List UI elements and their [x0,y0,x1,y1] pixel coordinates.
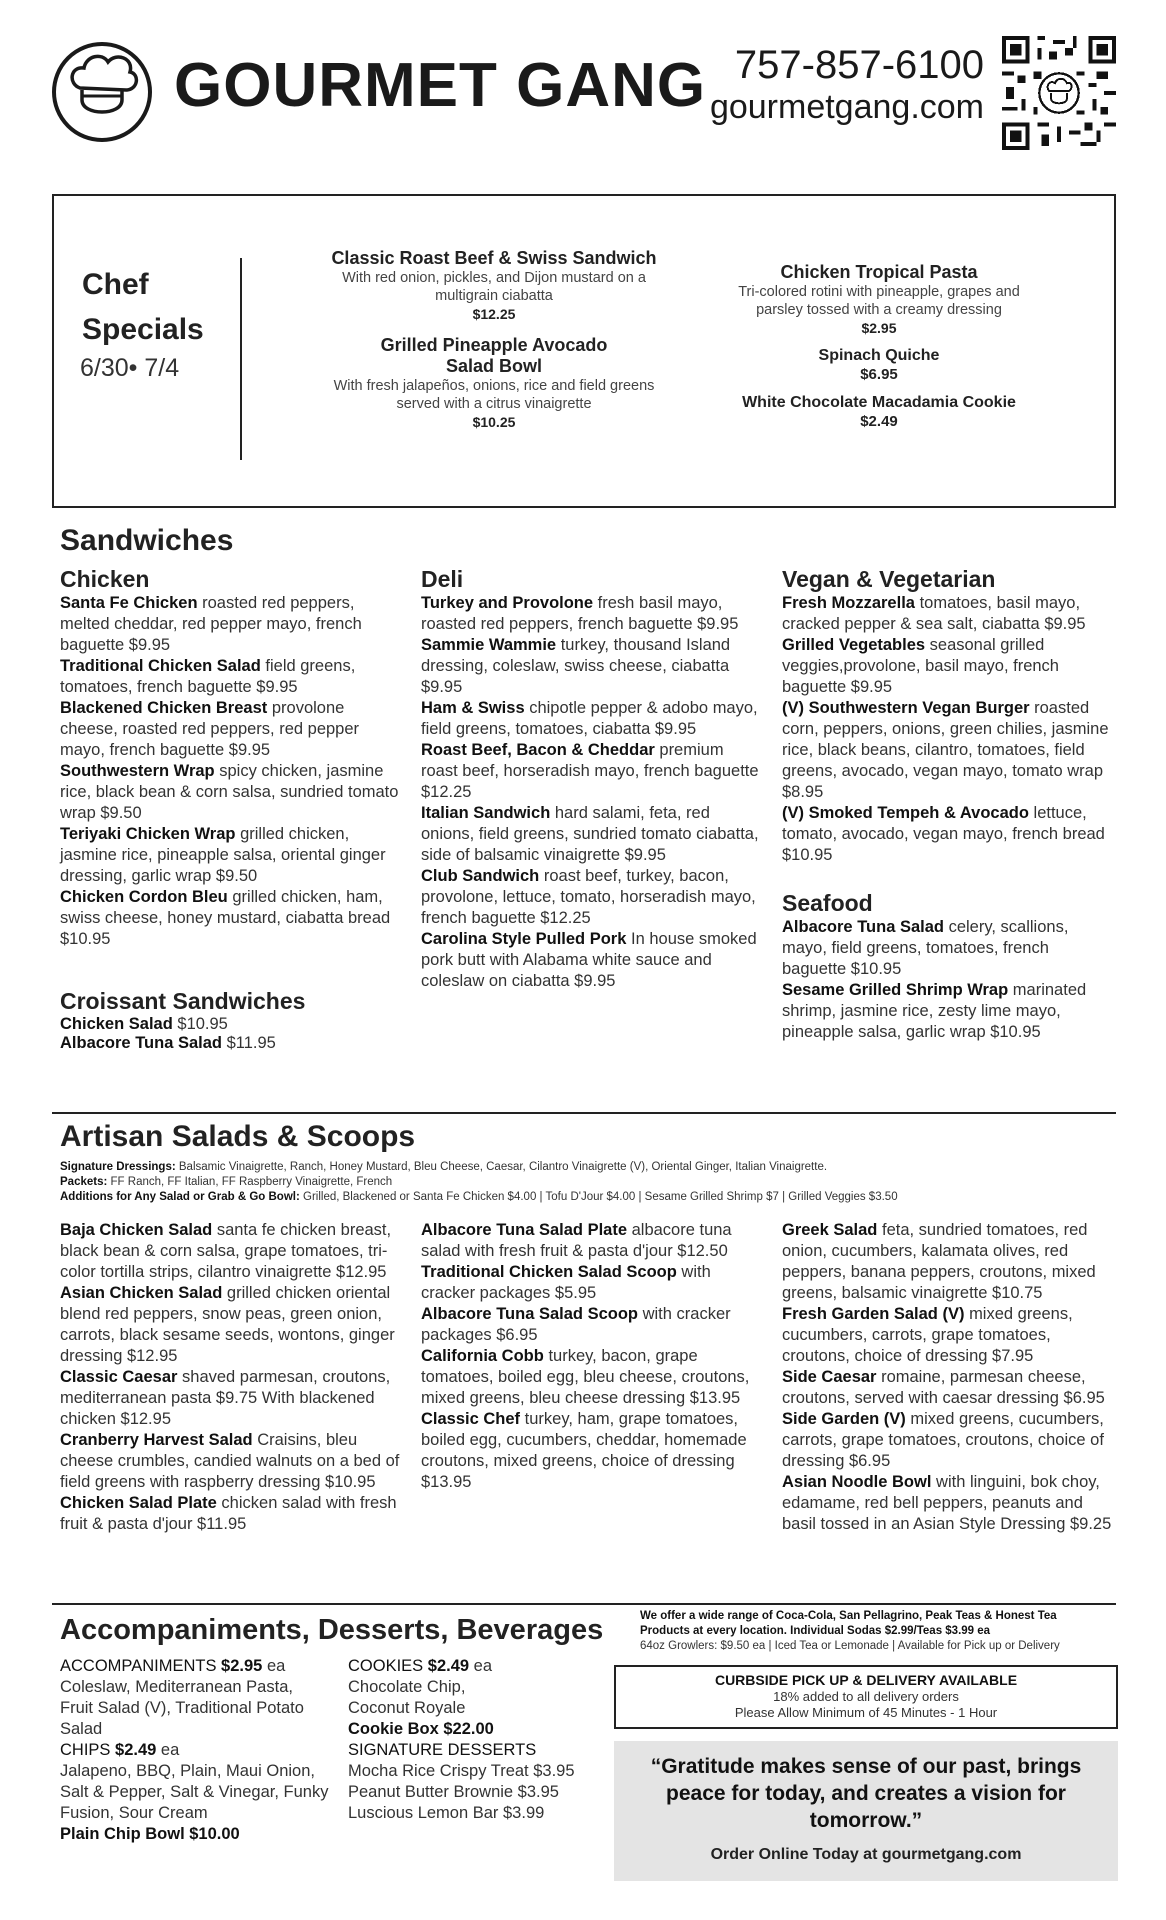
website-link[interactable]: gourmetgang.com [709,88,984,126]
curbside-title: CURBSIDE PICK UP & DELIVERY AVAILABLE [714,1672,1018,1688]
salads-col2 [421,1220,761,1493]
item-name: Ham & Swiss [421,699,525,717]
item-name: Cranberry Harvest Salad [60,1431,253,1449]
item-desc: romaine, parmesan cheese, croutons, served with caesar dressing $6.95 [782,1368,1105,1407]
section-divider [52,1112,1116,1114]
item-name: Santa Fe Chicken [60,594,198,612]
menu-item [782,1409,1116,1472]
item-name: Southwestern Wrap [60,762,215,780]
item-desc: hard salami, feta, red onions, field greens, sundried tomato ciabatta, side of balsamic vinaigrette $9.95 [421,804,759,864]
item-name: Chicken Cordon Bleu [60,888,228,906]
cookie-box-price: $22.00 [443,1720,494,1738]
item-desc: grilled chicken oriental blend red peppers, snow peas, green onion, carrots, black sesame seeds, wontons, ginger dressing $12.95 [60,1284,395,1365]
acc-label: ACCOMPANIMENTS [60,1657,217,1675]
menu-item [60,1015,400,1034]
sandwiches-title: Sandwiches [60,524,234,557]
item-desc: $11.95 [226,1034,276,1052]
item-name: Sammie Wammie [421,636,557,654]
dessert-item: Mocha Rice Crispy Treat $3.95 [348,1762,575,1780]
item-desc: field greens, tomatoes, french baguette $9.95 [60,657,356,696]
item-name: Turkey and Provolone [421,594,594,612]
menu-item [421,593,761,635]
chef-specials-dates: 6/30• 7/4 [80,354,180,382]
menu-item [782,803,1116,866]
item-desc: fresh basil mayo, roasted red peppers, french baguette $9.95 [421,594,739,633]
menu-item [782,635,1116,698]
cookies-label: COOKIES [348,1657,424,1675]
menu-item [60,761,400,824]
item-desc: provolone cheese, roasted red peppers, red pepper mayo, french baguette $9.95 [60,699,360,759]
menu-item [421,1409,761,1493]
additions-note [60,1190,898,1205]
beverages-note [640,1609,1120,1654]
item-desc: with linguini, bok choy, edamame, red bell peppers, peanuts and basil tossed in an Asian Style Dressing $9.25 [782,1473,1112,1533]
beverage-line: 64oz Growlers: $9.50 ea | Iced Tea or Lemonade | Available for Pick up or Delivery [640,1640,1060,1652]
item-desc: albacore tuna salad with fresh fruit & pasta d'jour $12.50 [421,1221,732,1260]
menu-item [60,1220,400,1283]
item-desc: shaved parmesan, croutons, mediterranean pasta $9.75 With blackened chicken $12.95 [60,1368,391,1428]
chef-specials-title-line1: Chef [82,268,149,301]
menu-item [421,698,761,740]
item-desc: seasonal grilled veggies,provolone, basil mayo, french baguette $9.95 [782,636,1059,696]
chips-label: CHIPS [60,1741,111,1759]
menu-item [421,635,761,698]
note-text: Grilled, Blackened or Santa Fe Chicken $4.00 | Tofu D'Jour $4.00 | Sesame Grilled Shrimp $7 | Grilled Veggies $3.50 [303,1191,898,1203]
dressings-note [60,1160,898,1175]
item-name: (V) Smoked Tempeh & Avocado [782,804,1029,822]
phone-number[interactable]: 757-857-6100 [734,43,984,87]
item-desc: chipotle pepper & adobo mayo, field greens, tomatoes, ciabatta $9.95 [421,699,758,738]
note-label: Additions for Any Salad or Grab & Go Bowl: [60,1191,300,1203]
item-name: Fresh Mozzarella [782,594,915,612]
item-desc: In house smoked pork butt with Alabama white sauce and coleslaw on ciabatta $9.95 [421,930,757,990]
specials-column-2 [714,262,1044,443]
cookie-item: Coconut Royale [348,1699,466,1717]
note-label: Signature Dressings: [60,1161,176,1173]
seafood-title: Seafood [782,890,873,916]
note-text: Balsamic Vinaigrette, Ranch, Honey Mustard, Bleu Cheese, Caesar, Cilantro Vinaigrette (V), Oriental Ginger, Italian Vinaigrette. [178,1161,828,1173]
item-name: Grilled Vegetables [782,636,926,654]
item-name: Baja Chicken Salad [60,1221,213,1239]
contact-info [710,42,984,126]
item-name: Carolina Style Pulled Pork [421,930,627,948]
item-desc: tomatoes, basil mayo, cracked pepper & sea salt, ciabatta $9.95 [782,594,1086,633]
menu-item [782,1220,1116,1304]
menu-item [421,1262,761,1304]
item-desc: marinated shrimp, jasmine rice, zesty lime mayo, pineapple salsa, garlic wrap $10.95 [782,981,1087,1041]
menu-item [60,824,400,887]
item-desc: mixed greens, cucumbers, carrots, grape tomatoes, croutons, choice of dressing $6.95 [782,1410,1104,1470]
menu-item [60,656,400,698]
curbside-box [614,1665,1118,1729]
croissant-title: Croissant Sandwiches [60,988,306,1014]
special-name: White Chocolate Macadamia Cookie [742,394,1016,411]
accompaniments-title: Accompaniments, Desserts, Beverages [60,1614,604,1646]
menu-item [60,887,400,950]
item-name: Roast Beef, Bacon & Cheddar [421,741,655,759]
item-name: Teriyaki Chicken Wrap [60,825,236,843]
item-name: Chicken Salad [60,1015,173,1033]
acc-unit: ea [266,1657,286,1675]
menu-item [782,917,1116,980]
item-desc: turkey, ham, grape tomatoes, boiled egg, cucumbers, cheddar, homemade croutons, mixed greens, choice of dressing $13.95 [421,1410,747,1491]
special-desc: Tri-colored rotini with pineapple, grapes and parsley tossed with a creamy dressing [738,284,1020,318]
item-name: Albacore Tuna Salad Scoop [421,1305,638,1323]
menu-item [782,1367,1116,1409]
menu-item [60,1430,400,1493]
item-name: Club Sandwich [421,867,540,885]
item-name: Albacore Tuna Salad [782,918,944,936]
menu-item [782,1304,1116,1367]
chips-heading [60,1740,330,1761]
item-name: Albacore Tuna Salad [60,1034,222,1052]
item-desc: grilled chicken, jasmine rice, pineapple salsa, oriental ginger dressing, garlic wrap $9.50 [60,825,386,885]
special-name: Grilled Pineapple Avocado Salad Bowl [380,335,608,376]
item-name: Sesame Grilled Shrimp Wrap [782,981,1009,999]
item-desc: feta, sundried tomatoes, red onion, cucumbers, kalamata olives, red peppers, banana peppers, croutons, mixed greens, balsamic vinaigrette $10.75 [782,1221,1096,1302]
curbside-line: Please Allow Minimum of 45 Minutes - 1 Hour [734,1705,998,1720]
item-name: Chicken Salad Plate [60,1494,217,1512]
special-price: $10.25 [472,414,516,430]
item-desc: lettuce, tomato, avocado, vegan mayo, french bread $10.95 [782,804,1105,864]
deli-title: Deli [421,566,464,592]
item-name: Classic Caesar [60,1368,178,1386]
salads-col1 [60,1220,400,1535]
item-name: Classic Chef [421,1410,521,1428]
divider [240,258,242,460]
special-desc: With red onion, pickles, and Dijon mustard on a multigrain ciabatta [342,270,646,304]
chef-specials-box [52,194,1116,508]
item-desc: celery, scallions, mayo, field greens, tomatoes, french baguette $10.95 [782,918,1069,978]
menu-item [421,1304,761,1346]
dessert-item: Peanut Butter Brownie $3.95 [348,1783,559,1801]
item-name: Fresh Garden Salad (V) [782,1305,965,1323]
seafood-list [782,917,1116,1043]
item-desc: spicy chicken, jasmine rice, black bean & corn salsa, sundried tomato wrap $9.50 [60,762,399,822]
menu-item [60,1493,400,1535]
special-price: $6.95 [860,366,898,383]
note-label: Packets: [60,1176,108,1188]
item-desc: with cracker packages $6.95 [421,1305,731,1344]
item-name: Side Caesar [782,1368,877,1386]
item-name: (V) Southwestern Vegan Burger [782,699,1030,717]
special-name: Chicken Tropical Pasta [780,262,978,282]
item-desc: roasted red peppers, melted cheddar, red pepper mayo, french baguette $9.95 [60,594,362,654]
cookies-unit: ea [473,1657,493,1675]
qr-code-icon[interactable] [1002,36,1116,150]
item-desc: premium roast beef, horseradish mayo, french baguette $12.25 [421,741,759,801]
special-name: Classic Roast Beef & Swiss Sandwich [331,248,657,268]
menu-item [421,803,761,866]
cookies-price: $2.49 [427,1657,470,1675]
special-price: $12.25 [472,306,516,322]
chicken-title: Chicken [60,566,150,592]
cookies-heading [348,1656,608,1677]
cookies-desserts-list [348,1656,608,1824]
item-desc: chicken salad with fresh fruit & pasta d'jour $11.95 [60,1494,397,1533]
chef-specials-title-line2: Specials [82,313,204,346]
cookie-item: Chocolate Chip, [348,1678,466,1696]
cookie-box [348,1719,608,1740]
item-name: Traditional Chicken Salad Scoop [421,1263,677,1281]
item-desc: grilled chicken, ham, swiss cheese, honey mustard, ciabatta bread $10.95 [60,888,391,948]
item-desc: Craisins, bleu cheese crumbles, candied walnuts on a bed of field greens with raspberry dressing $10.95 [60,1431,400,1491]
salads-title: Artisan Salads & Scoops [60,1120,416,1153]
special-desc: With fresh jalapeños, onions, rice and field greens served with a citrus vinaigrette [333,378,655,412]
item-desc: turkey, thousand Island dressing, coleslaw, swiss cheese, ciabatta $9.95 [421,636,731,696]
curbside-line: 18% added to all delivery orders [773,1689,959,1704]
chips-unit: ea [160,1741,180,1759]
item-name: Traditional Chicken Salad [60,657,261,675]
menu-item [782,698,1116,803]
item-name: Italian Sandwich [421,804,551,822]
menu-item [421,1220,761,1262]
menu-item [782,1472,1116,1535]
item-desc: mixed greens, cucumbers, carrots, grape tomatoes, croutons, choice of dressing $7.95 [782,1305,1073,1365]
brand-name: GOURMET GANG [174,51,707,120]
accompaniments-heading [60,1656,330,1677]
item-name: Side Garden (V) [782,1410,906,1428]
order-online-link[interactable]: Order Online Today at gourmetgang.com [710,1846,1022,1863]
cookie-box-label: Cookie Box [348,1720,439,1738]
special-price: $2.49 [860,413,898,430]
item-desc: $10.95 [177,1015,228,1033]
menu-item [421,1346,761,1409]
menu-item [421,740,761,803]
menu-item [60,593,400,656]
item-desc: with cracker packages $5.95 [421,1263,711,1302]
chip-bowl: Plain Chip Bowl $10.00 [60,1825,240,1843]
quote-text: “Gratitude makes sense of our past, brings peace for today, and creates a vision for tomorrow.” [650,1755,1082,1832]
item-name: Greek Salad [782,1221,878,1239]
vegan-list [782,593,1116,866]
item-desc: roast beef, turkey, bacon, provolone, lettuce, tomato, horseradish mayo, french baguette $12.25 [421,867,756,927]
menu-item [60,1367,400,1430]
chef-specials-title [82,262,204,352]
deli-list [421,593,761,992]
menu-item [60,698,400,761]
chicken-list [60,593,400,950]
menu-item [782,980,1116,1043]
desserts-label: SIGNATURE DESSERTS [348,1741,537,1759]
special-price: $2.95 [861,320,897,336]
item-desc: roasted corn, peppers, onions, green chilies, jasmine rice, black beans, cilantro, tomatoes, field greens, avocado, vegan mayo, tomato wrap $8.95 [782,699,1109,801]
chips-items: Jalapeno, BBQ, Plain, Maui Onion, Salt & Pepper, Salt & Vinegar, Funky Fusion, Sour Cream [60,1762,329,1822]
item-name: California Cobb [421,1347,544,1365]
item-name: Asian Chicken Salad [60,1284,223,1302]
specials-column-1 [324,248,664,443]
chips-price: $2.49 [115,1741,157,1759]
quote-box [614,1741,1118,1881]
salad-notes [60,1160,898,1205]
beverage-line: We offer a wide range of Coca-Cola, San Pellagrino, Peak Teas & Honest Tea [640,1610,1057,1622]
menu-item [421,929,761,992]
special-name: Spinach Quiche [818,347,940,364]
menu-item [60,1283,400,1367]
dessert-item: Luscious Lemon Bar $3.99 [348,1804,545,1822]
menu-item [421,866,761,929]
item-desc: santa fe chicken breast, black bean & corn salsa, grape tomatoes, tri-color tortilla strips, cilantro vinaigrette $12.95 [60,1221,392,1281]
section-divider [52,1603,1116,1605]
item-name: Asian Noodle Bowl [782,1473,932,1491]
croissant-list [60,1015,400,1053]
item-name: Blackened Chicken Breast [60,699,268,717]
beverage-line: Products at every location. Individual Sodas $2.99/Teas $3.99 ea [640,1625,991,1637]
menu-item [60,1034,400,1053]
salads-col3 [782,1220,1116,1535]
acc-items: Coleslaw, Mediterranean Pasta, Fruit Salad (V), Traditional Potato Salad [60,1678,304,1738]
note-text: FF Ranch, FF Italian, FF Raspberry Vinaigrette, French [110,1176,393,1188]
packets-note [60,1175,898,1190]
item-name: Albacore Tuna Salad Plate [421,1221,628,1239]
acc-price: $2.95 [221,1657,263,1675]
chef-hat-logo-icon [50,40,154,144]
menu-item [782,593,1116,635]
vegan-title: Vegan & Vegetarian [782,566,996,592]
item-desc: turkey, bacon, grape tomatoes, boiled egg, bleu cheese, croutons, mixed greens, bleu cheese dressing $13.95 [421,1347,750,1407]
header [50,36,1116,156]
accompaniments-list [60,1656,330,1845]
